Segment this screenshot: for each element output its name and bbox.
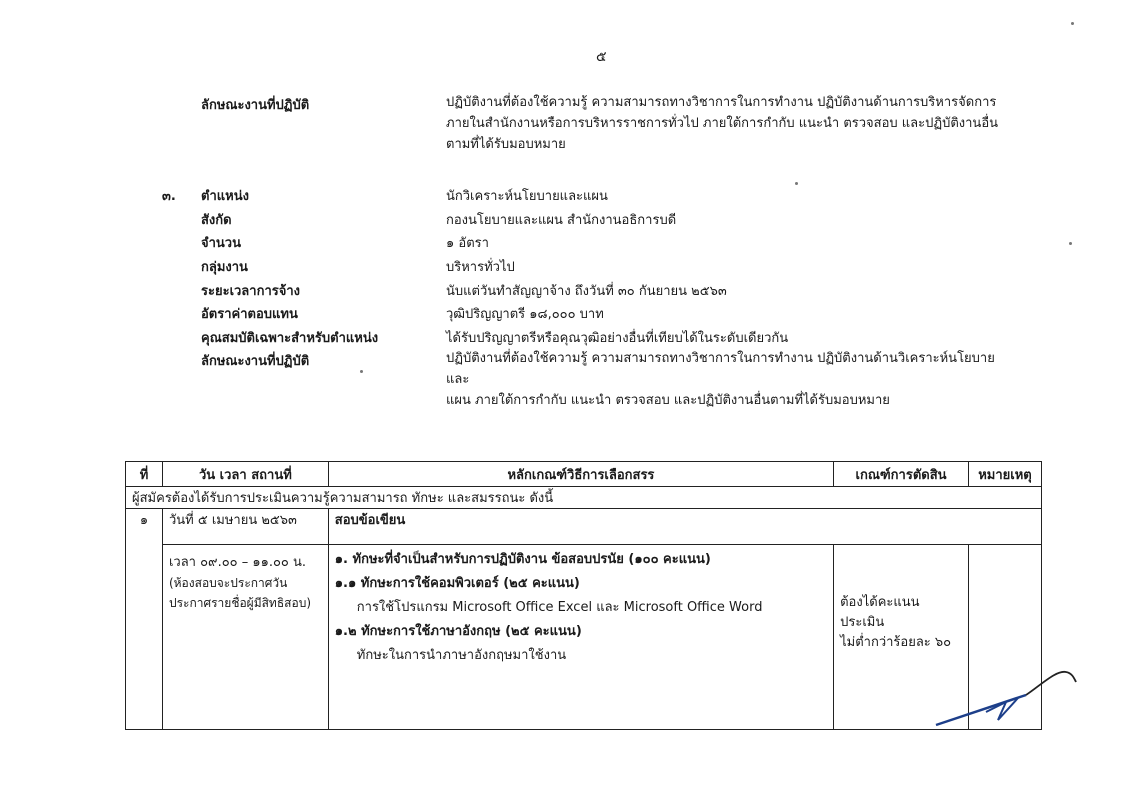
header-note: หมายเหตุ — [968, 462, 1041, 487]
duty-text-1 — [446, 92, 1016, 155]
field-label-duration: ระยะเวลาการจ้าง — [201, 284, 300, 299]
header-criteria: หลักเกณฑ์วิธีการเลือกสรร — [328, 462, 833, 487]
field-value-salary: วุฒิปริญญาตรี ๑๘,๐๐๐ บาท — [446, 307, 604, 322]
field-label-group: กลุ่มงาน — [201, 260, 248, 275]
exam-place-line: ประกาศรายชื่อผู้มีสิทธิสอบ) — [168, 596, 311, 610]
intro-text: ผู้สมัครต้องได้รับการประเมินความรู้ความสามารถ ทักษะ และสมรรถนะ ดังนี้ — [126, 487, 1042, 509]
duty-line: ตามที่ได้รับมอบหมาย — [446, 137, 566, 152]
section-number: ๓. — [162, 189, 176, 204]
exam-time-place — [162, 545, 328, 730]
field-label-quantity: จำนวน — [201, 236, 241, 251]
duty-line: แผน ภายใต้การกำกับ แนะนำ ตรวจสอบ และปฏิบัติงานอื่นตามที่ได้รับมอบหมาย — [446, 393, 890, 408]
header-judge: เกณฑ์การตัดสิน — [834, 462, 969, 487]
duty-text-2 — [446, 348, 1016, 411]
speck — [795, 182, 798, 185]
table-header-row — [126, 462, 1042, 487]
criteria-item: ๑. ทักษะที่จำเป็นสำหรับการปฏิบัติงาน ข้อสอบปรนัย (๑๐๐ คะแนน) — [334, 552, 711, 567]
exam-time: เวลา ๐๙.๐๐ – ๑๑.๐๐ น. — [168, 555, 306, 570]
exam-place-line: (ห้องสอบจะประกาศวัน — [168, 576, 288, 590]
table-row — [126, 545, 1042, 730]
duty-label-1: ลักษณะงานที่ปฏิบัติ — [201, 98, 310, 113]
field-label-salary: อัตราค่าตอบแทน — [201, 307, 298, 322]
criteria-subitem: ๑.๑ ทักษะการใช้คอมพิวเตอร์ (๒๕ คะแนน) — [334, 576, 580, 591]
header-no: ที่ — [126, 462, 163, 487]
field-value-group: บริหารทั่วไป — [446, 260, 515, 275]
speck — [1069, 242, 1072, 245]
table-row — [126, 487, 1042, 509]
header-datetime: วัน เวลา สถานที่ — [162, 462, 328, 487]
field-value-affiliation: กองนโยบายและแผน สำนักงานอธิการบดี — [446, 213, 677, 228]
table-row — [126, 509, 1042, 545]
criteria-subitem: ๑.๒ ทักษะการใช้ภาษาอังกฤษ (๒๕ คะแนน) — [334, 624, 582, 639]
judge-line: ไม่ต่ำกว่าร้อยละ ๖๐ — [840, 635, 952, 650]
field-value-position: นักวิเคราะห์นโยบายและแผน — [446, 189, 608, 204]
signature-mark — [926, 660, 1086, 740]
field-value-duration: นับแต่วันทำสัญญาจ้าง ถึงวันที่ ๓๐ กันยายน ๒๕๖๓ — [446, 284, 727, 299]
judge-line: ต้องได้คะแนนประเมิน — [840, 595, 920, 630]
field-label-affiliation: สังกัด — [201, 213, 232, 228]
field-value-qualification: ได้รับปริญญาตรีหรือคุณวุฒิอย่างอื่นที่เทียบได้ในระดับเดียวกัน — [446, 331, 789, 346]
speck — [360, 370, 363, 373]
field-value-quantity: ๑ อัตรา — [446, 236, 489, 251]
exam-type: สอบข้อเขียน — [328, 509, 1041, 545]
duty-label-2: ลักษณะงานที่ปฏิบัติ — [201, 354, 310, 369]
duty-line: ปฏิบัติงานที่ต้องใช้ความรู้ ความสามารถทางวิชาการในการทำงาน ปฏิบัติงานด้านการบริหารจัดการ — [446, 95, 997, 110]
field-label-qualification: คุณสมบัติเฉพาะสำหรับตำแหน่ง — [201, 331, 379, 346]
selection-criteria-table — [125, 461, 1042, 730]
duty-line: ปฏิบัติงานที่ต้องใช้ความรู้ ความสามารถทางวิชาการในการทำงาน ปฏิบัติงานด้านวิเคราะห์นโยบายและ — [446, 351, 995, 387]
field-label-position: ตำแหน่ง — [201, 189, 249, 204]
criteria-cell — [328, 545, 833, 730]
page-number: ๕ — [596, 49, 607, 65]
speck — [1071, 22, 1074, 25]
duty-line: ภายในสำนักงานหรือการบริหารราชการทั่วไป ภายใต้การกำกับ แนะนำ ตรวจสอบ และปฏิบัติงานอื่น — [446, 116, 999, 131]
exam-date: วันที่ ๕ เมษายน ๒๕๖๓ — [162, 509, 328, 545]
row-number: ๑ — [126, 509, 163, 730]
criteria-desc: ทักษะในการนำภาษาอังกฤษมาใช้งาน — [356, 648, 567, 663]
criteria-desc: การใช้โปรแกรม Microsoft Office Excel และ Microsoft Office Word — [356, 600, 763, 615]
